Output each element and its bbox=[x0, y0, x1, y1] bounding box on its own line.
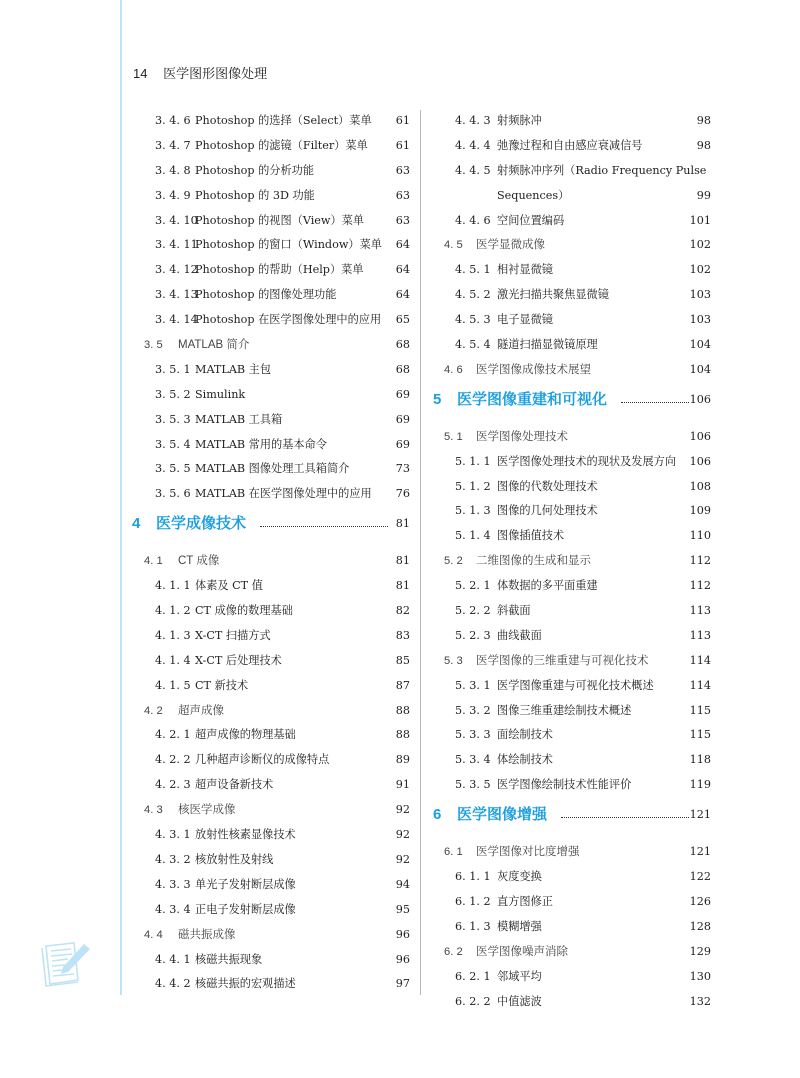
entry-page: 112 bbox=[689, 554, 711, 568]
entry-page: 128 bbox=[689, 919, 711, 933]
entry-title: 模糊增强 bbox=[497, 919, 542, 933]
entry-page: 96 bbox=[395, 927, 410, 941]
entry-title: 二维图像的生成和显示 bbox=[476, 555, 591, 568]
entry-title: 医学图像处理技术的现状及发展方向 bbox=[497, 454, 677, 468]
entry-number: 5. 2 bbox=[444, 555, 463, 568]
entry-title: 灰度变换 bbox=[497, 870, 542, 884]
page-number: 14 bbox=[133, 66, 148, 81]
entry-title: 单光子发射断层成像 bbox=[195, 877, 296, 891]
entry-title: 曲线截面 bbox=[497, 628, 542, 642]
entry-title: 射频脉冲 bbox=[497, 114, 542, 127]
entry-page: 101 bbox=[689, 213, 711, 227]
toc-entry[interactable] bbox=[421, 283, 711, 308]
entry-title: 医学图像绘制技术性能评价 bbox=[497, 778, 632, 792]
toc-entry[interactable] bbox=[421, 549, 711, 574]
toc-entry[interactable] bbox=[421, 965, 711, 990]
entry-title: 医学图像处理技术 bbox=[476, 430, 568, 443]
entry-page: 99 bbox=[696, 188, 711, 202]
toc-entry[interactable] bbox=[421, 840, 711, 865]
entry-title: MATLAB 简介 bbox=[178, 339, 250, 352]
toc-entry[interactable] bbox=[120, 358, 410, 383]
toc-entry[interactable] bbox=[120, 574, 410, 599]
toc-entry[interactable] bbox=[120, 699, 410, 724]
entry-number: 4. 5 bbox=[444, 239, 463, 252]
toc-left-column bbox=[120, 109, 410, 997]
entry-page: 81 bbox=[395, 517, 410, 531]
entry-page: 103 bbox=[689, 313, 711, 327]
toc-entry[interactable] bbox=[421, 333, 711, 358]
toc-entry[interactable] bbox=[421, 134, 711, 159]
entry-page: 97 bbox=[395, 977, 410, 991]
entry-page: 87 bbox=[395, 678, 410, 692]
toc-entry[interactable] bbox=[120, 723, 410, 748]
toc-entry[interactable] bbox=[421, 674, 711, 699]
entry-title: 弛豫过程和自由感应衰减信号 bbox=[497, 138, 643, 152]
entry-number: 4. 5. 4 bbox=[455, 338, 491, 352]
entry-title: X-CT 扫描方式 bbox=[195, 628, 271, 642]
entry-title: 斜截面 bbox=[497, 604, 531, 618]
entry-title: CT 成像 bbox=[178, 555, 220, 568]
entry-title: 医学图像重建和可视化 bbox=[457, 390, 608, 408]
leader-dots bbox=[561, 795, 689, 818]
entry-title: 正电子发射断层成像 bbox=[195, 902, 296, 916]
entry-page: 113 bbox=[689, 604, 711, 618]
entry-number: 3. 4. 10 bbox=[155, 213, 198, 227]
toc-entry[interactable] bbox=[120, 109, 410, 134]
entry-number: 5. 2. 1 bbox=[455, 579, 491, 593]
toc-entry[interactable] bbox=[421, 308, 711, 333]
entry-page: 89 bbox=[395, 753, 410, 767]
toc-entry[interactable] bbox=[120, 308, 410, 333]
entry-title: 医学图像对比度增强 bbox=[476, 846, 580, 859]
entry-number: 4. 1. 4 bbox=[155, 653, 191, 667]
toc-entry[interactable] bbox=[120, 923, 410, 948]
entry-title: 隧道扫描显微镜原理 bbox=[497, 338, 598, 352]
entry-title: 核医学成像 bbox=[178, 804, 236, 817]
entry-page: 119 bbox=[689, 778, 711, 792]
entry-number: 3. 4. 11 bbox=[155, 238, 198, 252]
toc-chapter-entry[interactable] bbox=[421, 383, 711, 425]
entry-title: CT 新技术 bbox=[195, 678, 249, 692]
entry-title: Photoshop 的帮助（Help）菜单 bbox=[195, 263, 364, 277]
entry-title: 中值滤波 bbox=[497, 994, 542, 1008]
toc-right-column bbox=[421, 109, 711, 1014]
entry-page: 103 bbox=[689, 288, 711, 302]
entry-number: 4. 4. 5 bbox=[455, 163, 491, 177]
entry-title: MATLAB 主包 bbox=[195, 362, 272, 376]
entry-page: 88 bbox=[395, 728, 410, 742]
entry-number: 4. 1. 5 bbox=[155, 678, 191, 692]
entry-number: 3. 4. 6 bbox=[155, 114, 191, 127]
entry-page: 69 bbox=[395, 437, 410, 451]
entry-page: 92 bbox=[395, 828, 410, 842]
entry-number: 6. 2. 1 bbox=[455, 969, 491, 983]
entry-number: 4. 4. 4 bbox=[455, 138, 491, 152]
entry-title: MATLAB 图像处理工具箱简介 bbox=[195, 462, 350, 476]
toc-entry[interactable] bbox=[120, 948, 410, 973]
entry-title: Photoshop 的分析功能 bbox=[195, 163, 315, 177]
entry-number: 5. 3 bbox=[444, 654, 463, 667]
entry-title: MATLAB 常用的基本命令 bbox=[195, 437, 327, 451]
entry-number: 6. 1. 3 bbox=[455, 919, 491, 933]
toc-entry[interactable] bbox=[421, 699, 711, 724]
toc-entry[interactable] bbox=[421, 499, 711, 524]
entry-number: 6. 2 bbox=[444, 945, 463, 958]
toc-entry[interactable] bbox=[120, 848, 410, 873]
toc-entry[interactable] bbox=[120, 898, 410, 923]
entry-page: 126 bbox=[689, 894, 711, 908]
entry-title: Photoshop 的 3D 功能 bbox=[195, 188, 315, 202]
entry-page: 65 bbox=[395, 313, 410, 327]
entry-page: 91 bbox=[395, 778, 410, 792]
toc-entry[interactable] bbox=[421, 915, 711, 940]
entry-number: 3. 5. 2 bbox=[155, 387, 191, 401]
entry-page: 63 bbox=[395, 188, 410, 202]
toc-entry[interactable] bbox=[421, 990, 711, 1015]
entry-title: 医学成像技术 bbox=[156, 515, 247, 533]
toc-entry[interactable] bbox=[421, 723, 711, 748]
entry-title: Photoshop 在医学图像处理中的应用 bbox=[195, 313, 382, 327]
entry-number: 6. 1. 2 bbox=[455, 894, 491, 908]
entry-number: 4. 5. 1 bbox=[455, 263, 491, 277]
entry-title: 体绘制技术 bbox=[497, 753, 553, 767]
entry-title: 体数据的多平面重建 bbox=[497, 579, 598, 593]
entry-title: 空间位置编码 bbox=[497, 213, 565, 227]
toc-entry[interactable] bbox=[120, 159, 410, 184]
entry-page: 114 bbox=[689, 678, 711, 692]
entry-page: 106 bbox=[689, 392, 711, 406]
entry-number: 6. 1 bbox=[444, 846, 463, 859]
entry-title: MATLAB 在医学图像处理中的应用 bbox=[195, 487, 372, 501]
entry-title: 超声设备新技术 bbox=[195, 778, 274, 792]
toc-entry[interactable] bbox=[120, 233, 410, 258]
toc-entry[interactable] bbox=[421, 890, 711, 915]
entry-number: 4. 3. 1 bbox=[155, 828, 191, 842]
entry-title: 超声成像 bbox=[178, 704, 224, 717]
toc-entry[interactable] bbox=[421, 258, 711, 283]
toc-entry[interactable] bbox=[421, 940, 711, 965]
entry-page: 110 bbox=[689, 529, 711, 543]
entry-page: 83 bbox=[395, 628, 410, 642]
toc-entry[interactable] bbox=[120, 798, 410, 823]
entry-number: 3. 5. 6 bbox=[155, 487, 191, 501]
entry-page: 69 bbox=[395, 387, 410, 401]
entry-title: 相衬显微镜 bbox=[497, 263, 553, 277]
entry-title: 射频脉冲序列（Radio Frequency Pulse bbox=[497, 163, 707, 177]
toc-entry[interactable] bbox=[120, 283, 410, 308]
entry-page: 95 bbox=[395, 902, 410, 916]
entry-number: 5. 3. 1 bbox=[455, 678, 491, 692]
entry-number: 5. 1. 4 bbox=[455, 529, 491, 543]
toc-entry[interactable] bbox=[120, 383, 410, 408]
entry-page: 64 bbox=[395, 288, 410, 302]
entry-title: 体素及 CT 值 bbox=[195, 579, 263, 593]
entry-page: 85 bbox=[395, 653, 410, 667]
toc-entry[interactable] bbox=[120, 649, 410, 674]
entry-page: 98 bbox=[696, 114, 711, 127]
entry-page: 88 bbox=[395, 703, 410, 717]
entry-number: 5. 2. 2 bbox=[455, 604, 491, 618]
toc-entry[interactable] bbox=[120, 748, 410, 773]
entry-number: 4. 2. 2 bbox=[155, 753, 191, 767]
entry-number: 4. 5. 3 bbox=[455, 313, 491, 327]
entry-page: 63 bbox=[395, 163, 410, 177]
entry-page: 69 bbox=[395, 412, 410, 426]
entry-page: 112 bbox=[689, 579, 711, 593]
entry-page: 113 bbox=[689, 628, 711, 642]
entry-number: 4. 1. 3 bbox=[155, 628, 191, 642]
entry-title: 核磁共振现象 bbox=[195, 952, 263, 966]
entry-number: 3. 4. 7 bbox=[155, 138, 191, 152]
book-title: 医学图形图像处理 bbox=[163, 66, 268, 81]
entry-page: 118 bbox=[689, 753, 711, 767]
entry-number: 4. 3. 3 bbox=[155, 877, 191, 891]
entry-title: 几种超声诊断仪的成像特点 bbox=[195, 753, 330, 767]
entry-page: 121 bbox=[689, 845, 711, 859]
entry-number: 4 bbox=[132, 515, 141, 533]
entry-number: 5. 1. 1 bbox=[455, 454, 491, 468]
entry-number: 4. 1. 1 bbox=[155, 579, 191, 593]
toc-entry[interactable] bbox=[120, 873, 410, 898]
entry-page: 109 bbox=[689, 504, 711, 518]
entry-number: 4. 4 bbox=[144, 928, 163, 941]
entry-page: 61 bbox=[395, 114, 410, 127]
toc-entry[interactable] bbox=[421, 475, 711, 500]
entry-number: 5. 1. 3 bbox=[455, 504, 491, 518]
entry-number: 4. 2. 3 bbox=[155, 778, 191, 792]
toc-entry[interactable] bbox=[120, 773, 410, 798]
entry-title: 磁共振成像 bbox=[178, 928, 236, 941]
entry-page: 81 bbox=[395, 579, 410, 593]
entry-page: 73 bbox=[395, 462, 410, 476]
entry-number: 3. 5. 5 bbox=[155, 462, 191, 476]
toc-entry[interactable] bbox=[421, 624, 711, 649]
entry-title: 医学显微成像 bbox=[476, 239, 545, 252]
entry-number: 4. 1. 2 bbox=[155, 604, 191, 618]
entry-number: 5 bbox=[433, 390, 442, 408]
entry-page: 64 bbox=[395, 263, 410, 277]
entry-number: 4. 4. 3 bbox=[455, 114, 491, 127]
entry-page: 68 bbox=[395, 338, 410, 352]
entry-number: 5. 1. 2 bbox=[455, 479, 491, 493]
entry-page: 115 bbox=[689, 703, 711, 717]
entry-title: 医学图像噪声消除 bbox=[476, 945, 568, 958]
toc-entry[interactable] bbox=[120, 823, 410, 848]
entry-title: Photoshop 的选择（Select）菜单 bbox=[195, 114, 372, 127]
entry-title: 邻域平均 bbox=[497, 969, 542, 983]
entry-title: Photoshop 的滤镜（Filter）菜单 bbox=[195, 138, 368, 152]
leader-dots bbox=[621, 380, 689, 403]
entry-title: Simulink bbox=[195, 387, 246, 401]
entry-title: 图像插值技术 bbox=[497, 529, 565, 543]
toc-entry[interactable] bbox=[421, 649, 711, 674]
toc-chapter-entry[interactable] bbox=[120, 507, 410, 549]
entry-number: 4. 3 bbox=[144, 804, 163, 817]
toc-entry[interactable] bbox=[120, 972, 410, 997]
entry-number: 3. 5. 3 bbox=[155, 412, 191, 426]
entry-number: 4. 4. 1 bbox=[155, 952, 191, 966]
entry-number: 3. 4. 9 bbox=[155, 188, 191, 202]
page-header bbox=[133, 63, 267, 82]
entry-page: 122 bbox=[689, 870, 711, 884]
entry-number: 5. 3. 4 bbox=[455, 753, 491, 767]
entry-number: 6 bbox=[433, 806, 442, 824]
entry-number: 4. 3. 2 bbox=[155, 852, 191, 866]
toc-entry[interactable] bbox=[120, 457, 410, 482]
toc-entry[interactable] bbox=[120, 433, 410, 458]
entry-number: 3. 5. 4 bbox=[155, 437, 191, 451]
entry-title: X-CT 后处理技术 bbox=[195, 653, 282, 667]
entry-number: 3. 4. 14 bbox=[155, 313, 198, 327]
entry-number: 4. 4. 6 bbox=[455, 213, 491, 227]
entry-page: 81 bbox=[395, 554, 410, 568]
entry-title: 医学图像重建与可视化技术概述 bbox=[497, 678, 654, 692]
entry-number: 5. 2. 3 bbox=[455, 628, 491, 642]
toc-entry[interactable] bbox=[421, 109, 711, 134]
toc-chapter-entry[interactable] bbox=[421, 798, 711, 840]
entry-number: 5. 3. 2 bbox=[455, 703, 491, 717]
entry-title: Photoshop 的窗口（Window）菜单 bbox=[195, 238, 382, 252]
entry-page: 96 bbox=[395, 952, 410, 966]
entry-page: 61 bbox=[395, 138, 410, 152]
entry-page: 114 bbox=[689, 653, 711, 667]
entry-title: 直方图修正 bbox=[497, 894, 553, 908]
entry-title: 核磁共振的宏观描述 bbox=[195, 977, 296, 991]
toc-entry[interactable] bbox=[421, 159, 711, 184]
toc-entry[interactable] bbox=[120, 209, 410, 234]
toc-entry[interactable] bbox=[421, 450, 711, 475]
entry-page: 106 bbox=[689, 454, 711, 468]
entry-page: 129 bbox=[689, 944, 711, 958]
entry-number: 4. 4. 2 bbox=[155, 977, 191, 991]
entry-page: 92 bbox=[395, 803, 410, 817]
toc-entry[interactable] bbox=[421, 748, 711, 773]
toc-entry[interactable] bbox=[120, 599, 410, 624]
entry-number: 4. 2 bbox=[144, 704, 163, 717]
entry-number: 4. 5. 2 bbox=[455, 288, 491, 302]
entry-page: 92 bbox=[395, 852, 410, 866]
entry-number: 3. 4. 13 bbox=[155, 288, 198, 302]
entry-page: 76 bbox=[395, 487, 410, 501]
toc-entry[interactable] bbox=[421, 425, 711, 450]
entry-title: 电子显微镜 bbox=[497, 313, 553, 327]
entry-page: 94 bbox=[395, 877, 410, 891]
entry-page: 108 bbox=[689, 479, 711, 493]
entry-page: 115 bbox=[689, 728, 711, 742]
entry-page: 104 bbox=[689, 338, 711, 352]
notepad-pencil-icon bbox=[38, 940, 94, 996]
entry-number: 3. 5. 1 bbox=[155, 362, 191, 376]
entry-number: 5. 3. 5 bbox=[455, 778, 491, 792]
entry-number: 4. 6 bbox=[444, 363, 463, 376]
toc-entry[interactable] bbox=[421, 209, 711, 234]
toc-entry[interactable] bbox=[120, 674, 410, 699]
entry-number: 4. 1 bbox=[144, 555, 163, 568]
toc-entry[interactable] bbox=[120, 333, 410, 358]
entry-title: 医学图像增强 bbox=[457, 806, 548, 824]
entry-title: 放射性核素显像技术 bbox=[195, 828, 296, 842]
entry-title: 医学图像的三维重建与可视化技术 bbox=[476, 654, 649, 667]
toc-entry[interactable] bbox=[421, 865, 711, 890]
entry-title: 核放射性及射线 bbox=[195, 852, 274, 866]
entry-title: 图像三维重建绘制技术概述 bbox=[497, 703, 632, 717]
entry-number: 6. 1. 1 bbox=[455, 870, 491, 884]
entry-page: 106 bbox=[689, 429, 711, 443]
entry-page: 63 bbox=[395, 213, 410, 227]
entry-title: MATLAB 工具箱 bbox=[195, 412, 283, 426]
entry-title: Sequences） bbox=[497, 188, 570, 202]
entry-page: 121 bbox=[689, 808, 711, 822]
entry-number: 3. 4. 12 bbox=[155, 263, 198, 277]
entry-number: 5. 1 bbox=[444, 430, 463, 443]
toc-entry[interactable] bbox=[120, 624, 410, 649]
toc-entry[interactable] bbox=[120, 134, 410, 159]
entry-title: CT 成像的数理基础 bbox=[195, 604, 293, 618]
entry-title: Photoshop 的视图（View）菜单 bbox=[195, 213, 365, 227]
entry-page: 82 bbox=[395, 604, 410, 618]
entry-number: 5. 3. 3 bbox=[455, 728, 491, 742]
entry-title: 面绘制技术 bbox=[497, 728, 553, 742]
toc-entry[interactable] bbox=[120, 408, 410, 433]
entry-page: 68 bbox=[395, 362, 410, 376]
entry-number: 4. 2. 1 bbox=[155, 728, 191, 742]
toc-entry-continuation[interactable] bbox=[421, 184, 711, 209]
entry-title: 图像的代数处理技术 bbox=[497, 479, 598, 493]
leader-dots bbox=[260, 504, 388, 527]
toc-entry[interactable] bbox=[421, 599, 711, 624]
toc-entry[interactable] bbox=[421, 574, 711, 599]
entry-page: 130 bbox=[689, 969, 711, 983]
entry-number: 3. 4. 8 bbox=[155, 163, 191, 177]
entry-page: 102 bbox=[689, 263, 711, 277]
entry-title: Photoshop 的图像处理功能 bbox=[195, 288, 337, 302]
entry-number: 6. 2. 2 bbox=[455, 994, 491, 1008]
entry-page: 102 bbox=[689, 238, 711, 252]
toc-entry[interactable] bbox=[120, 258, 410, 283]
entry-title: 图像的几何处理技术 bbox=[497, 504, 598, 518]
entry-page: 104 bbox=[689, 362, 711, 376]
entry-page: 98 bbox=[696, 138, 711, 152]
toc-entry[interactable] bbox=[120, 549, 410, 574]
entry-number: 4. 3. 4 bbox=[155, 902, 191, 916]
toc-entry[interactable] bbox=[120, 184, 410, 209]
entry-page: 64 bbox=[395, 238, 410, 252]
entry-number: 3. 5 bbox=[144, 339, 163, 352]
entry-title: 医学图像成像技术展望 bbox=[476, 363, 591, 376]
toc-entry[interactable] bbox=[421, 524, 711, 549]
toc-entry[interactable] bbox=[421, 233, 711, 258]
entry-title: 超声成像的物理基础 bbox=[195, 728, 296, 742]
entry-title: 激光扫描共聚焦显微镜 bbox=[497, 288, 609, 302]
entry-page: 132 bbox=[689, 994, 711, 1008]
